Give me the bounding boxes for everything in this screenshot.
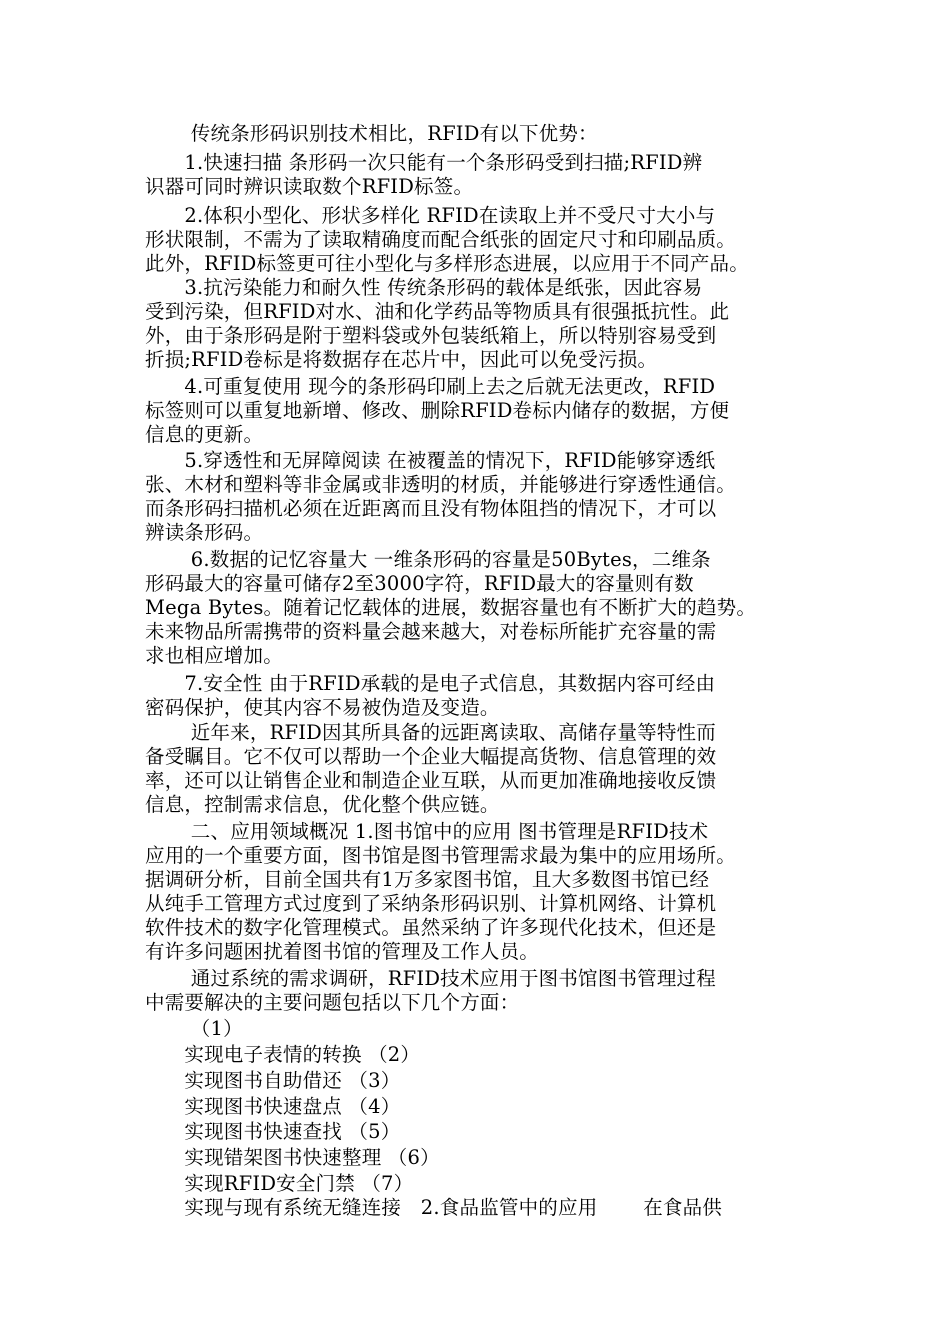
text-line: 中需要解决的主要问题包括以下几个方面： (145, 991, 520, 1014)
text-line: 实现错架图书快速整理 （6） (145, 1146, 440, 1169)
text-line: 信息，控制需求信息，优化整个供应链。 (145, 793, 500, 816)
text-line: 实现图书快速查找 （5） (145, 1120, 401, 1143)
text-line: 标签则可以重复地新增、修改、删除RFID卷标内储存的数据，方便 (145, 399, 730, 422)
text-line: 3.抗污染能力和耐久性 传统条形码的载体是纸张，因此容易 (145, 276, 703, 299)
text-line: 未来物品所需携带的资料量会越来越大，对卷标所能扩充容量的需 (145, 620, 717, 643)
text-line: 5.穿透性和无屏障阅读 在被覆盖的情况下，RFID能够穿透纸 (145, 449, 716, 472)
text-line: 据调研分析，目前全国共有1万多家图书馆，且大多数图书馆已经 (145, 868, 710, 891)
text-line: 二、应用领域概况 1.图书馆中的应用 图书管理是RFID技术 (145, 820, 709, 843)
text-line: 2.体积小型化、形状多样化 RFID在读取上并不受尺寸大小与 (145, 204, 716, 227)
text-line: 近年来，RFID因其所具备的远距离读取、高储存量等特性而 (145, 721, 716, 744)
text-line: 传统条形码识别技术相比，RFID有以下优势： (145, 122, 598, 145)
text-line: 备受瞩目。它不仅可以帮助一个企业大幅提高货物、信息管理的效 (145, 745, 717, 768)
text-line: 实现与现有系统无缝连接 2.食品监管中的应用 在食品供 (145, 1196, 723, 1219)
text-line: Mega Bytes。随着记忆载体的进展，数据容量也有不断扩大的趋势。 (145, 596, 757, 619)
text-line: 受到污染，但RFID对水、油和化学药品等物质具有很强抵抗性。此 (145, 300, 730, 323)
text-line: 4.可重复使用 现今的条形码印刷上去之后就无法更改，RFID (145, 375, 716, 398)
text-line: 识器可同时辨识读取数个RFID标签。 (145, 175, 474, 198)
text-line: 有许多问题困扰着图书馆的管理及工作人员。 (145, 940, 540, 963)
text-line: 而条形码扫描机必须在近距离而且没有物体阻挡的情况下，才可以 (145, 497, 717, 520)
text-line: 应用的一个重要方面，图书馆是图书管理需求最为集中的应用场所。 (145, 844, 737, 867)
text-line: 外，由于条形码是附于塑料袋或外包装纸箱上，所以特别容易受到 (145, 324, 717, 347)
text-line: 实现图书自助借还 （3） (145, 1069, 401, 1092)
text-line: 辨读条形码。 (145, 521, 264, 544)
text-line: 软件技术的数字化管理模式。虽然采纳了许多现代化技术，但还是 (145, 916, 717, 939)
text-line: 求也相应增加。 (145, 644, 283, 667)
text-line: 从纯手工管理方式过度到了采纳条形码识别、计算机网络、计算机 (145, 892, 717, 915)
text-line: 实现图书快速盘点 （4） (145, 1095, 401, 1118)
text-line: 折损;RFID卷标是将数据存在芯片中，因此可以免受污损。 (145, 348, 658, 371)
text-line: 信息的更新。 (145, 423, 264, 446)
text-line: 此外，RFID标签更可往小型化与多样形态进展，以应用于不同产品。 (145, 252, 749, 275)
text-line: 形码最大的容量可储存2至3000字符，RFID最大的容量则有数 (145, 572, 694, 595)
text-line: 张、木材和塑料等非金属或非透明的材质，并能够进行穿透性通信。 (145, 473, 737, 496)
text-line: 6.数据的记忆容量大 一维条形码的容量是50Bytes，二维条 (145, 548, 711, 571)
text-line: 率，还可以让销售企业和制造企业互联，从而更加准确地接收反馈 (145, 769, 717, 792)
text-line: 7.安全性 由于RFID承载的是电子式信息，其数据内容可经由 (145, 672, 716, 695)
text-line: 1.快速扫描 条形码一次只能有一个条形码受到扫描;RFID辨 (145, 151, 703, 174)
text-line: 形状限制，不需为了读取精确度而配合纸张的固定尺寸和印刷品质。 (145, 228, 737, 251)
text-line: （1） (145, 1017, 243, 1040)
text-line: 实现电子表情的转换 （2） (145, 1043, 421, 1066)
text-line: 通过系统的需求调研，RFID技术应用于图书馆图书管理过程 (145, 967, 716, 990)
text-line: 密码保护，使其内容不易被伪造及变造。 (145, 696, 500, 719)
text-line: 实现RFID安全门禁 （7） (145, 1172, 414, 1195)
